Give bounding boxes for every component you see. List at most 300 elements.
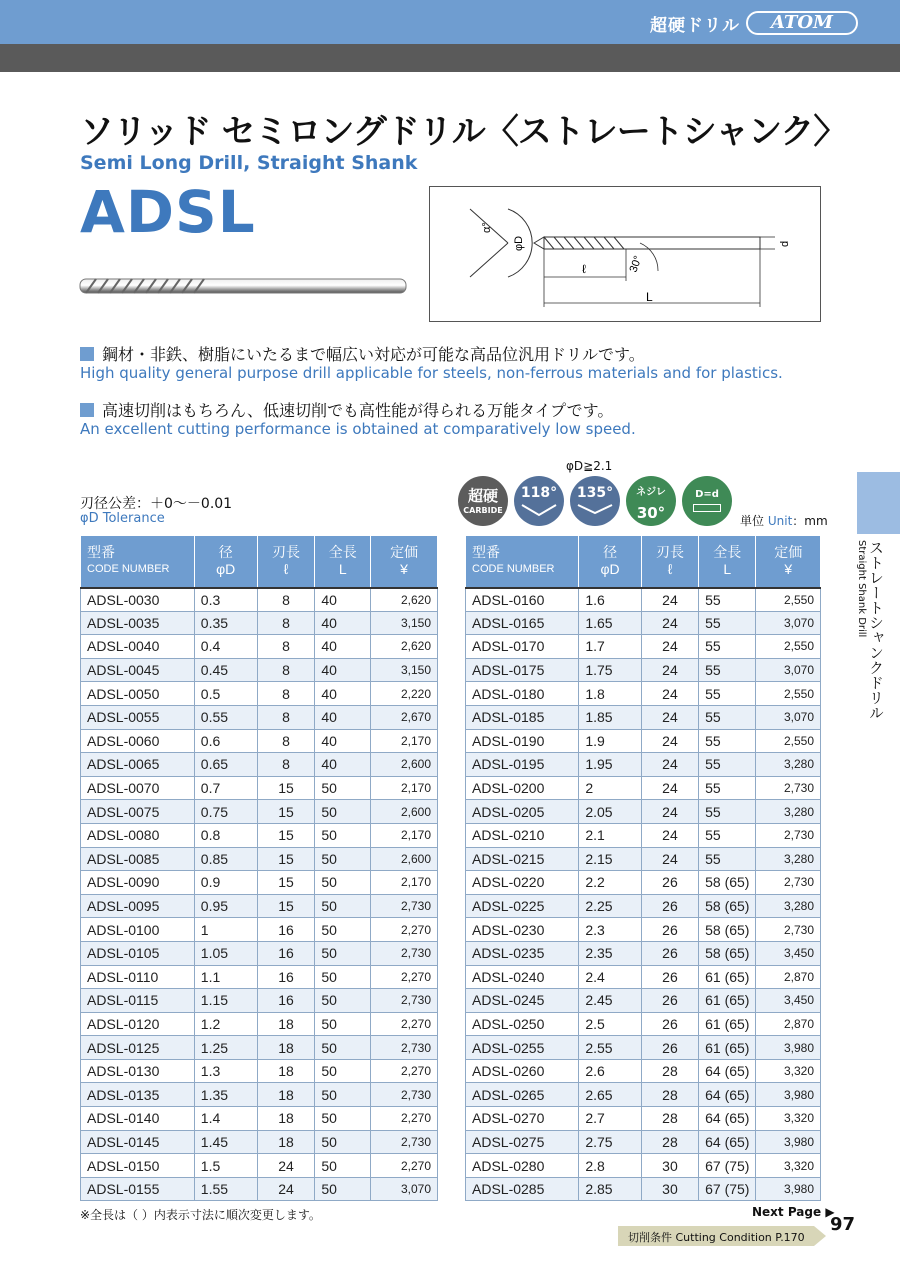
cell-price: 2,870 — [756, 965, 821, 989]
cell-flute-length: 24 — [641, 658, 698, 682]
cell-overall-length: 40 — [315, 705, 371, 729]
cell-price: 2,550 — [756, 682, 821, 706]
model-name: ADSL — [80, 178, 256, 246]
cell-diameter: 2.25 — [579, 894, 641, 918]
cell-diameter: 1.4 — [194, 1107, 257, 1131]
cell-price: 3,280 — [756, 800, 821, 824]
cell-overall-length: 50 — [315, 989, 371, 1013]
cell-price: 3,280 — [756, 894, 821, 918]
cell-code: ADSL-0080 — [81, 823, 195, 847]
cell-overall-length: 64 (65) — [699, 1107, 756, 1131]
table-row — [466, 1154, 821, 1178]
cell-code: ADSL-0215 — [466, 847, 579, 871]
cell-price: 2,270 — [371, 1107, 438, 1131]
cell-flute-length: 24 — [257, 1154, 315, 1178]
col-flute-length: 刃長 ℓ — [641, 536, 698, 588]
cell-price: 3,070 — [756, 705, 821, 729]
cell-flute-length: 15 — [257, 823, 315, 847]
cell-diameter: 2.6 — [579, 1059, 641, 1083]
cell-overall-length: 50 — [315, 918, 371, 942]
table-header-row — [466, 536, 821, 588]
table-row — [466, 658, 821, 682]
spec-table-right — [465, 535, 821, 1201]
cell-flute-length: 16 — [257, 941, 315, 965]
cell-flute-length: 16 — [257, 989, 315, 1013]
table-row — [81, 753, 438, 777]
cell-overall-length: 64 (65) — [699, 1083, 756, 1107]
cell-code: ADSL-0165 — [466, 611, 579, 635]
cell-price: 2,600 — [371, 800, 438, 824]
cell-overall-length: 55 — [699, 847, 756, 871]
cell-overall-length: 50 — [315, 823, 371, 847]
cell-overall-length: 50 — [315, 871, 371, 895]
cell-overall-length: 67 (75) — [699, 1177, 756, 1201]
table-row — [81, 1083, 438, 1107]
cell-code: ADSL-0260 — [466, 1059, 579, 1083]
cell-price: 3,980 — [756, 1130, 821, 1154]
col-code: 型番 CODE NUMBER — [81, 536, 195, 588]
cell-diameter: 2.5 — [579, 1012, 641, 1036]
cell-diameter: 1.25 — [194, 1036, 257, 1060]
col-price: 定価 ¥ — [371, 536, 438, 588]
cell-diameter: 2.3 — [579, 918, 641, 942]
table-row — [81, 1059, 438, 1083]
cell-price: 2,730 — [756, 918, 821, 942]
table-row — [466, 871, 821, 895]
cell-diameter: 1.1 — [194, 965, 257, 989]
cell-flute-length: 28 — [641, 1059, 698, 1083]
cell-code: ADSL-0035 — [81, 611, 195, 635]
cell-overall-length: 50 — [315, 776, 371, 800]
cell-code: ADSL-0175 — [466, 658, 579, 682]
cell-code: ADSL-0085 — [81, 847, 195, 871]
point-angle-135-badge: 135° — [570, 476, 620, 526]
cell-overall-length: 55 — [699, 753, 756, 777]
cell-code: ADSL-0240 — [466, 965, 579, 989]
cell-diameter: 2.55 — [579, 1036, 641, 1060]
cell-diameter: 1.15 — [194, 989, 257, 1013]
cell-price: 3,980 — [756, 1083, 821, 1107]
cell-flute-length: 26 — [641, 941, 698, 965]
table-header-row — [81, 536, 438, 588]
cell-price: 2,170 — [371, 871, 438, 895]
cell-flute-length: 8 — [257, 611, 315, 635]
cell-code: ADSL-0075 — [81, 800, 195, 824]
table-row — [81, 918, 438, 942]
cell-flute-length: 28 — [641, 1083, 698, 1107]
cell-overall-length: 50 — [315, 847, 371, 871]
cell-flute-length: 26 — [641, 989, 698, 1013]
cell-overall-length: 58 (65) — [699, 894, 756, 918]
cell-code: ADSL-0195 — [466, 753, 579, 777]
cell-price: 3,450 — [756, 941, 821, 965]
cell-code: ADSL-0045 — [81, 658, 195, 682]
cell-code: ADSL-0135 — [81, 1083, 195, 1107]
table-row — [81, 1177, 438, 1201]
col-overall-length: 全長 L — [315, 536, 371, 588]
cell-flute-length: 30 — [641, 1154, 698, 1178]
cell-flute-length: 8 — [257, 729, 315, 753]
cell-diameter: 2.1 — [579, 823, 641, 847]
cell-diameter: 0.95 — [194, 894, 257, 918]
cell-diameter: 0.5 — [194, 682, 257, 706]
cell-flute-length: 24 — [641, 635, 698, 659]
cell-flute-length: 24 — [641, 823, 698, 847]
cell-diameter: 2.35 — [579, 941, 641, 965]
cell-price: 3,150 — [371, 611, 438, 635]
cell-diameter: 2.15 — [579, 847, 641, 871]
table-row — [466, 1059, 821, 1083]
carbide-badge: 超硬 CARBIDE — [458, 476, 508, 526]
cell-diameter: 2.85 — [579, 1177, 641, 1201]
col-price: 定価 ¥ — [756, 536, 821, 588]
cell-price: 3,070 — [371, 1177, 438, 1201]
cell-price: 2,870 — [756, 1012, 821, 1036]
dimension-diagram — [429, 186, 821, 322]
page-number: 97 — [830, 1214, 856, 1235]
cell-code: ADSL-0060 — [81, 729, 195, 753]
cell-code: ADSL-0145 — [81, 1130, 195, 1154]
cell-flute-length: 24 — [641, 682, 698, 706]
helix-30-badge: ネジレ 30° — [626, 476, 676, 526]
cell-code: ADSL-0055 — [81, 705, 195, 729]
table-row — [466, 1177, 821, 1201]
cell-code: ADSL-0180 — [466, 682, 579, 706]
cell-overall-length: 50 — [315, 1036, 371, 1060]
table-row — [81, 823, 438, 847]
feature-1-jp: 鋼材・非鉄、樹脂にいたるまで幅広い対応が可能な高品位汎用ドリルです。 — [80, 342, 645, 365]
cell-code: ADSL-0100 — [81, 918, 195, 942]
table-row — [466, 1107, 821, 1131]
cell-price: 2,730 — [371, 941, 438, 965]
cell-flute-length: 18 — [257, 1036, 315, 1060]
next-page-link[interactable]: Next Page ▶ — [752, 1205, 835, 1219]
cell-overall-length: 64 (65) — [699, 1130, 756, 1154]
cell-overall-length: 58 (65) — [699, 918, 756, 942]
cell-code: ADSL-0235 — [466, 941, 579, 965]
cell-diameter: 1.85 — [579, 705, 641, 729]
table-row — [466, 1012, 821, 1036]
cell-overall-length: 40 — [315, 658, 371, 682]
cell-price: 2,170 — [371, 729, 438, 753]
table-row — [466, 823, 821, 847]
tolerance-en: φD Tolerance — [80, 511, 165, 526]
brand-category: 超硬ドリル — [650, 16, 740, 36]
cell-overall-length: 50 — [315, 894, 371, 918]
cell-code: ADSL-0160 — [466, 588, 579, 612]
cell-diameter: 2.4 — [579, 965, 641, 989]
cell-flute-length: 8 — [257, 588, 315, 612]
cell-flute-length: 26 — [641, 1012, 698, 1036]
cell-code: ADSL-0285 — [466, 1177, 579, 1201]
cell-code: ADSL-0095 — [81, 894, 195, 918]
shank-d-equals-d-badge: D=d — [682, 476, 732, 526]
cell-overall-length: 55 — [699, 800, 756, 824]
table-row — [466, 753, 821, 777]
table-row — [81, 894, 438, 918]
cell-overall-length: 58 (65) — [699, 871, 756, 895]
cell-diameter: 2.8 — [579, 1154, 641, 1178]
table-row — [81, 1012, 438, 1036]
cell-overall-length: 50 — [315, 941, 371, 965]
cell-flute-length: 24 — [641, 753, 698, 777]
cell-flute-length: 15 — [257, 894, 315, 918]
table-row — [466, 941, 821, 965]
feature-2-en: An excellent cutting performance is obtained at comparatively low speed. — [80, 420, 636, 438]
feature-2-jp: 高速切削はもちろん、低速切削でも高性能が得られる万能タイプです。 — [80, 398, 613, 421]
cell-diameter: 1.5 — [194, 1154, 257, 1178]
table-row — [466, 1130, 821, 1154]
cell-diameter: 1.65 — [579, 611, 641, 635]
table-row — [81, 800, 438, 824]
cell-flute-length: 18 — [257, 1130, 315, 1154]
cell-overall-length: 64 (65) — [699, 1059, 756, 1083]
cell-code: ADSL-0220 — [466, 871, 579, 895]
table-row — [81, 705, 438, 729]
cell-price: 3,980 — [756, 1177, 821, 1201]
feature-badges — [458, 476, 738, 528]
cell-flute-length: 16 — [257, 965, 315, 989]
cell-code: ADSL-0115 — [81, 989, 195, 1013]
cell-diameter: 0.7 — [194, 776, 257, 800]
cell-code: ADSL-0190 — [466, 729, 579, 753]
cell-flute-length: 24 — [641, 611, 698, 635]
cell-diameter: 0.6 — [194, 729, 257, 753]
cell-overall-length: 55 — [699, 776, 756, 800]
table-row — [81, 1107, 438, 1131]
table-row — [466, 847, 821, 871]
table-row — [466, 611, 821, 635]
cell-diameter: 1.05 — [194, 941, 257, 965]
cell-code: ADSL-0210 — [466, 823, 579, 847]
cell-flute-length: 26 — [641, 965, 698, 989]
cell-price: 2,620 — [371, 588, 438, 612]
cell-code: ADSL-0120 — [81, 1012, 195, 1036]
cell-diameter: 1.2 — [194, 1012, 257, 1036]
cell-code: ADSL-0280 — [466, 1154, 579, 1178]
table-row — [81, 658, 438, 682]
cell-flute-length: 18 — [257, 1059, 315, 1083]
table-row — [81, 941, 438, 965]
table-row — [81, 635, 438, 659]
side-tab — [857, 472, 900, 534]
cell-price: 2,730 — [371, 1036, 438, 1060]
cell-flute-length: 8 — [257, 635, 315, 659]
table-row — [466, 705, 821, 729]
cell-flute-length: 24 — [641, 729, 698, 753]
cell-flute-length: 30 — [641, 1177, 698, 1201]
cell-overall-length: 50 — [315, 1083, 371, 1107]
cell-price: 2,270 — [371, 918, 438, 942]
cell-price: 2,620 — [371, 635, 438, 659]
cell-price: 2,170 — [371, 823, 438, 847]
overall-length-label: L — [646, 290, 653, 304]
cell-diameter: 1.45 — [194, 1130, 257, 1154]
cell-flute-length: 24 — [641, 588, 698, 612]
cell-overall-length: 40 — [315, 753, 371, 777]
cell-flute-length: 24 — [257, 1177, 315, 1201]
cell-code: ADSL-0040 — [81, 635, 195, 659]
cell-price: 3,280 — [756, 847, 821, 871]
helix-angle-label: 30° — [627, 254, 645, 275]
table-row — [466, 682, 821, 706]
cell-diameter: 2.75 — [579, 1130, 641, 1154]
cell-diameter: 2 — [579, 776, 641, 800]
cell-price: 3,280 — [756, 753, 821, 777]
cell-price: 2,730 — [371, 1130, 438, 1154]
cell-code: ADSL-0265 — [466, 1083, 579, 1107]
table-row — [466, 965, 821, 989]
cell-diameter: 1.8 — [579, 682, 641, 706]
cell-flute-length: 26 — [641, 871, 698, 895]
cell-overall-length: 50 — [315, 965, 371, 989]
cell-flute-length: 24 — [641, 847, 698, 871]
cell-price: 2,730 — [756, 871, 821, 895]
cell-flute-length: 8 — [257, 705, 315, 729]
unit-label: 単位 Unit：mm — [740, 514, 828, 528]
cell-code: ADSL-0130 — [81, 1059, 195, 1083]
table-row — [466, 989, 821, 1013]
cell-overall-length: 61 (65) — [699, 965, 756, 989]
cell-overall-length: 50 — [315, 800, 371, 824]
cutting-condition-link[interactable]: 切削条件 Cutting Condition P.170 — [618, 1226, 828, 1246]
table-row — [81, 611, 438, 635]
table-row — [466, 588, 821, 612]
bullet-square-icon — [80, 347, 94, 361]
cell-code: ADSL-0275 — [466, 1130, 579, 1154]
flute-length-label: ℓ — [582, 262, 586, 276]
side-label-en: Straight Shank Drill — [856, 540, 867, 638]
table-row — [81, 1154, 438, 1178]
table-row — [466, 894, 821, 918]
cell-price: 2,730 — [756, 823, 821, 847]
cell-price: 2,600 — [371, 753, 438, 777]
cell-diameter: 0.8 — [194, 823, 257, 847]
cell-overall-length: 61 (65) — [699, 1036, 756, 1060]
cell-overall-length: 40 — [315, 588, 371, 612]
cell-price: 2,550 — [756, 588, 821, 612]
cell-flute-length: 15 — [257, 847, 315, 871]
page-subtitle: Semi Long Drill, Straight Shank — [80, 152, 418, 174]
cell-price: 2,270 — [371, 1154, 438, 1178]
cell-flute-length: 15 — [257, 776, 315, 800]
header-strip — [0, 44, 900, 72]
cell-diameter: 1.75 — [579, 658, 641, 682]
cell-diameter: 2.05 — [579, 800, 641, 824]
cell-price: 3,450 — [756, 989, 821, 1013]
table-row — [81, 847, 438, 871]
cell-flute-length: 24 — [641, 776, 698, 800]
cell-price: 2,170 — [371, 776, 438, 800]
cell-flute-length: 8 — [257, 753, 315, 777]
cell-code: ADSL-0150 — [81, 1154, 195, 1178]
cell-flute-length: 8 — [257, 658, 315, 682]
cell-flute-length: 15 — [257, 800, 315, 824]
cell-diameter: 2.45 — [579, 989, 641, 1013]
cell-diameter: 1 — [194, 918, 257, 942]
cell-overall-length: 58 (65) — [699, 941, 756, 965]
cell-code: ADSL-0030 — [81, 588, 195, 612]
cell-flute-length: 18 — [257, 1083, 315, 1107]
side-label-jp: ストレートシャンクドリル — [867, 540, 885, 720]
cell-overall-length: 55 — [699, 705, 756, 729]
cell-flute-length: 28 — [641, 1107, 698, 1131]
cell-price: 2,270 — [371, 965, 438, 989]
cell-diameter: 0.55 — [194, 705, 257, 729]
cell-overall-length: 55 — [699, 611, 756, 635]
cell-flute-length: 24 — [641, 800, 698, 824]
table-row — [466, 729, 821, 753]
cell-flute-length: 16 — [257, 918, 315, 942]
cell-overall-length: 55 — [699, 658, 756, 682]
phi-d-label: φD — [513, 235, 525, 251]
cell-flute-length: 26 — [641, 918, 698, 942]
cell-flute-length: 18 — [257, 1012, 315, 1036]
spec-table-left — [80, 535, 438, 1201]
cell-overall-length: 67 (75) — [699, 1154, 756, 1178]
cell-overall-length: 55 — [699, 823, 756, 847]
cell-diameter: 2.7 — [579, 1107, 641, 1131]
cell-diameter: 1.6 — [579, 588, 641, 612]
cell-code: ADSL-0125 — [81, 1036, 195, 1060]
cell-flute-length: 8 — [257, 682, 315, 706]
cell-price: 2,270 — [371, 1059, 438, 1083]
table-row — [81, 776, 438, 800]
table-row — [466, 635, 821, 659]
table-row — [81, 1130, 438, 1154]
cell-flute-length: 26 — [641, 1036, 698, 1060]
cell-price: 2,550 — [756, 635, 821, 659]
col-diameter: 径 φD — [579, 536, 641, 588]
cell-overall-length: 50 — [315, 1012, 371, 1036]
cell-code: ADSL-0245 — [466, 989, 579, 1013]
cell-overall-length: 55 — [699, 635, 756, 659]
table-row — [81, 1036, 438, 1060]
tolerance-jp: 刃径公差：＋0～－0.01 — [80, 496, 233, 512]
shank-d-label: d — [779, 240, 791, 247]
cell-diameter: 0.45 — [194, 658, 257, 682]
cell-flute-length: 24 — [641, 705, 698, 729]
cell-diameter: 0.75 — [194, 800, 257, 824]
cell-overall-length: 61 (65) — [699, 1012, 756, 1036]
cell-code: ADSL-0050 — [81, 682, 195, 706]
cell-price: 3,980 — [756, 1036, 821, 1060]
cell-code: ADSL-0255 — [466, 1036, 579, 1060]
cell-price: 2,550 — [756, 729, 821, 753]
table-row — [466, 776, 821, 800]
cell-overall-length: 40 — [315, 729, 371, 753]
cell-flute-length: 18 — [257, 1107, 315, 1131]
col-code: 型番 CODE NUMBER — [466, 536, 579, 588]
cell-code: ADSL-0185 — [466, 705, 579, 729]
point-angle-118-badge: 118° — [514, 476, 564, 526]
cell-price: 3,070 — [756, 658, 821, 682]
drill-photo — [78, 274, 408, 298]
cell-diameter: 0.35 — [194, 611, 257, 635]
cell-code: ADSL-0155 — [81, 1177, 195, 1201]
cell-flute-length: 28 — [641, 1130, 698, 1154]
cell-diameter: 1.35 — [194, 1083, 257, 1107]
cell-price: 2,600 — [371, 847, 438, 871]
cell-code: ADSL-0205 — [466, 800, 579, 824]
cell-diameter: 1.95 — [579, 753, 641, 777]
table-row — [81, 965, 438, 989]
cell-overall-length: 40 — [315, 635, 371, 659]
cell-diameter: 2.65 — [579, 1083, 641, 1107]
cell-flute-length: 15 — [257, 871, 315, 895]
cell-price: 3,070 — [756, 611, 821, 635]
cell-code: ADSL-0230 — [466, 918, 579, 942]
